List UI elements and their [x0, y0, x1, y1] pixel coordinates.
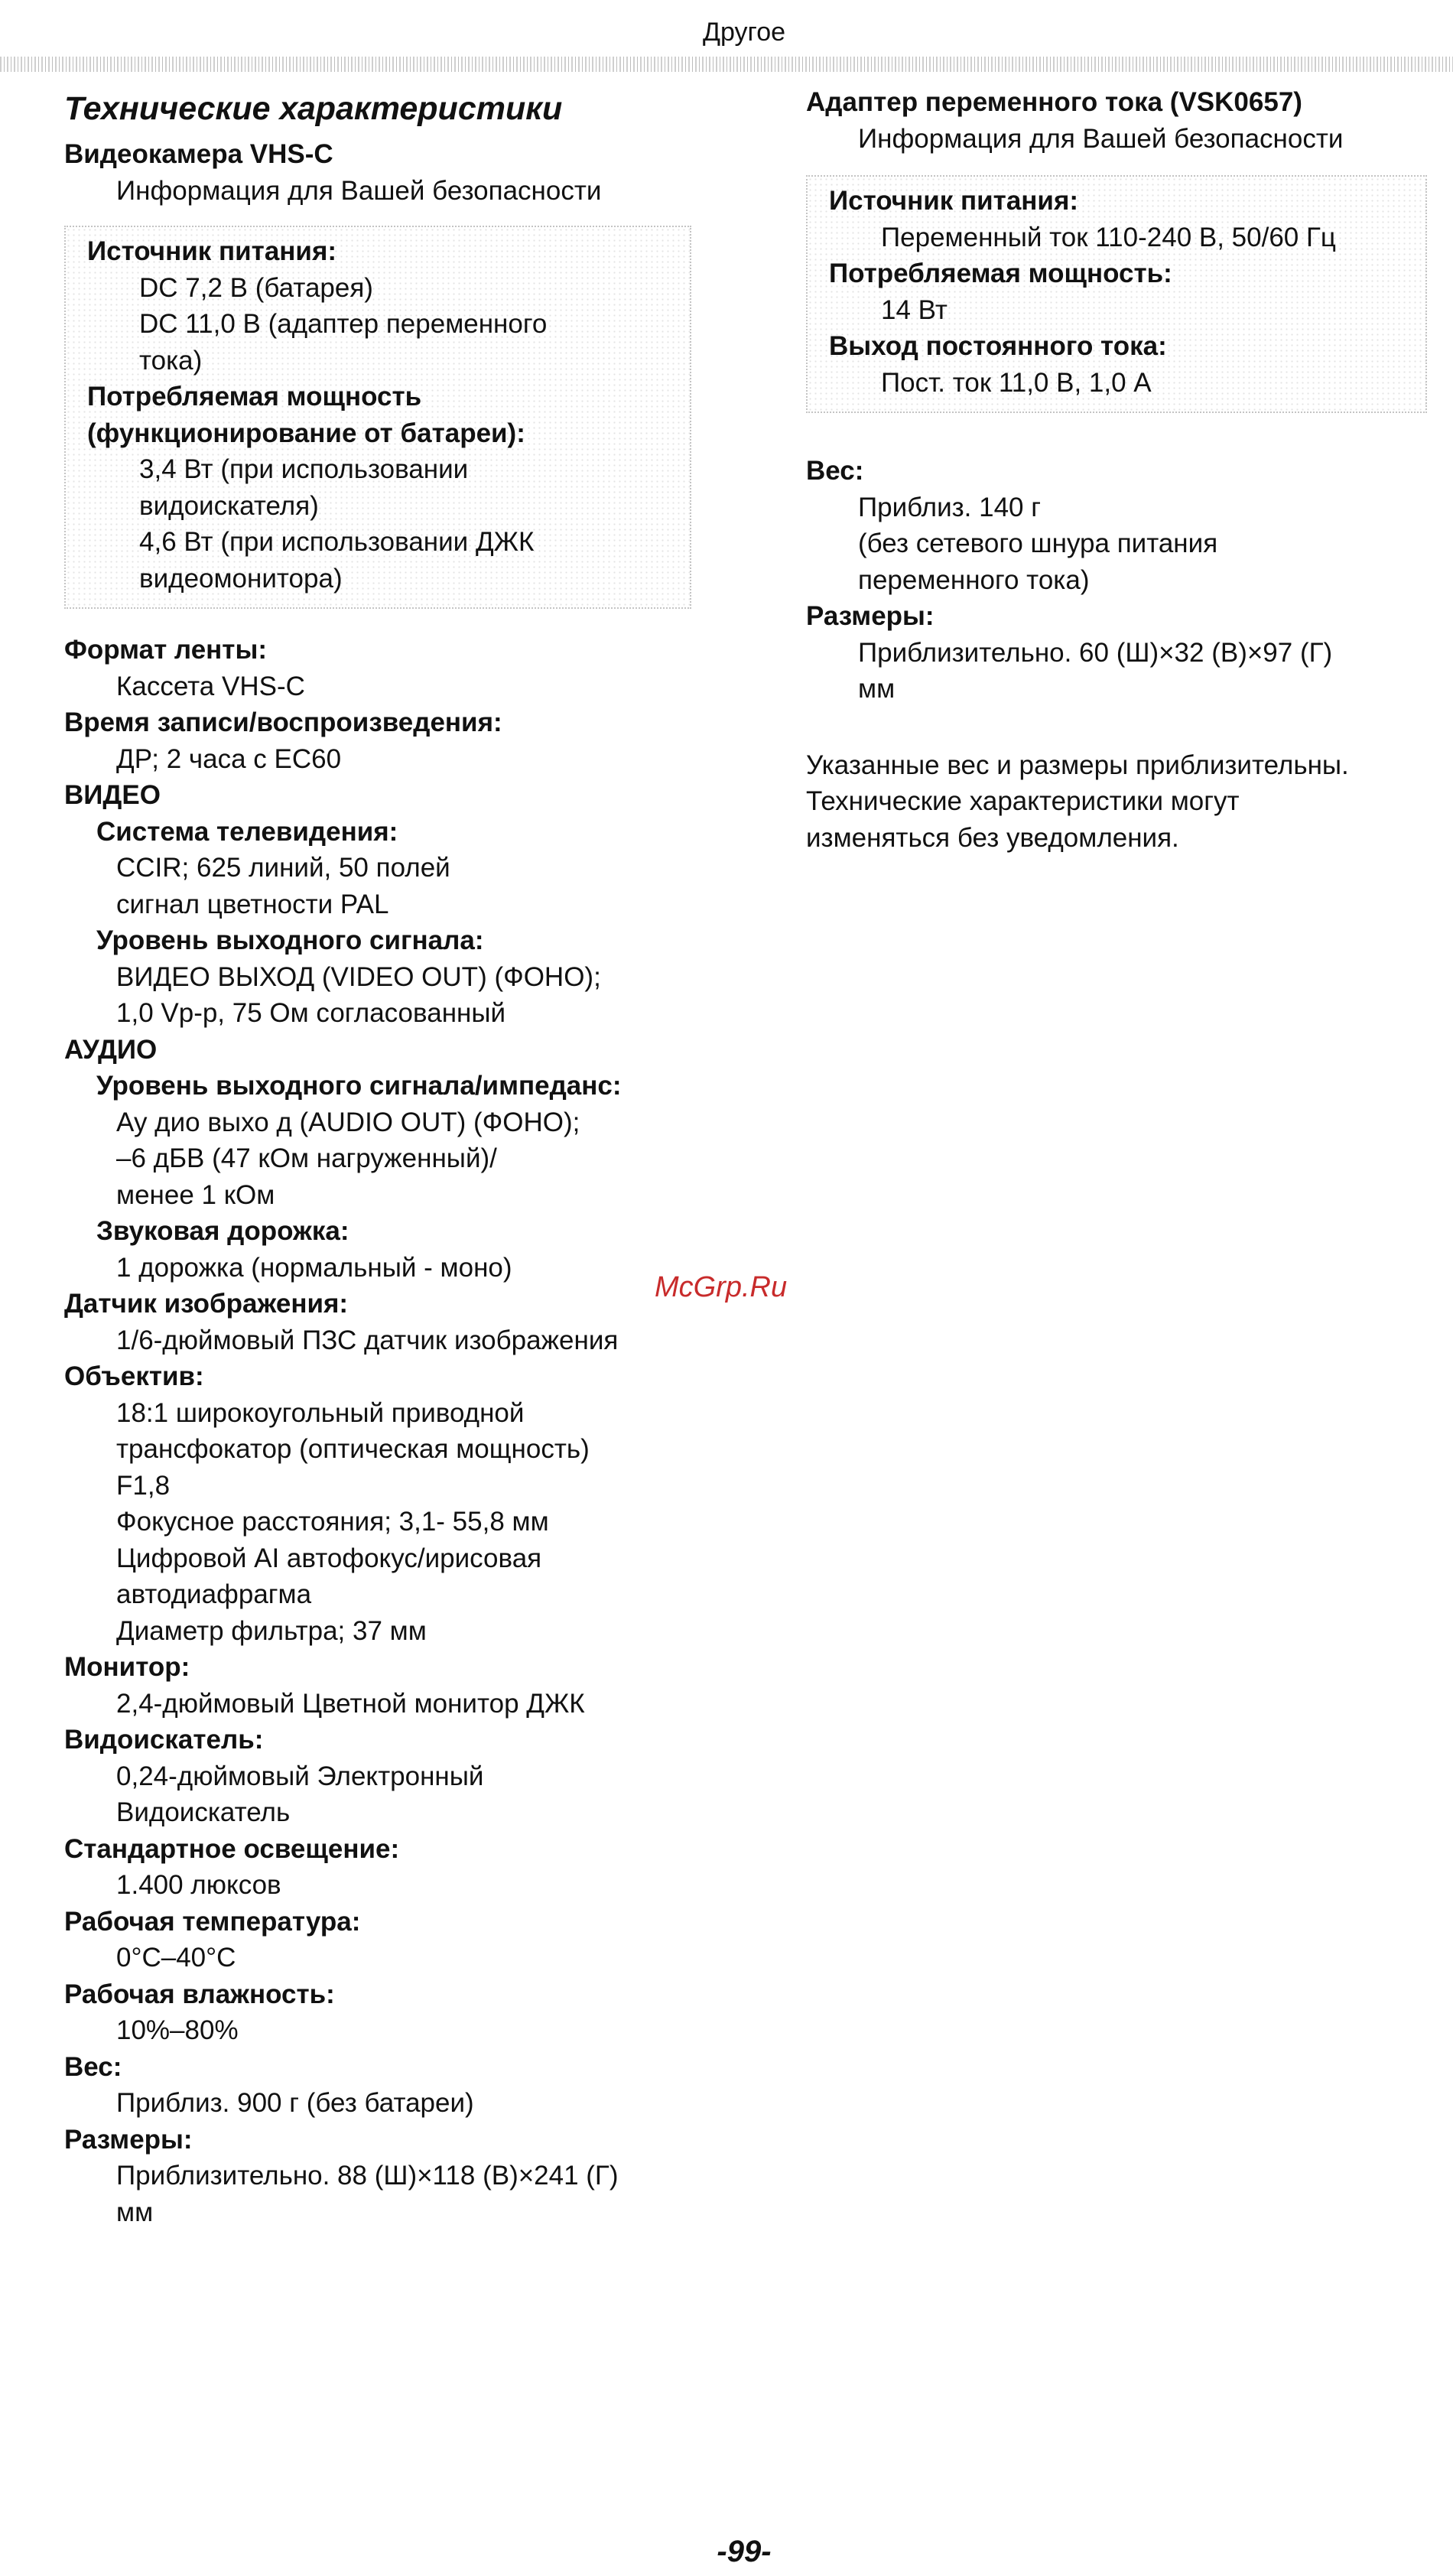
- left-column: [64, 84, 691, 2230]
- disclaimer-note: [806, 747, 1433, 857]
- power-source-value: DC 7,2 В (батарея): [139, 272, 373, 303]
- adapter-dimensions-value: мм: [858, 674, 896, 704]
- lens-value: 18:1 широкоугольный приводной: [116, 1397, 525, 1428]
- camera-weight-label: Вес:: [64, 2051, 122, 2082]
- monitor-label: Монитор:: [64, 1652, 190, 1682]
- adapter-power-box: [806, 175, 1427, 413]
- adapter-weight-value: Приблиз. 140 г: [858, 492, 1042, 522]
- video-output-label: Уровень выходного сигнала:: [96, 925, 484, 955]
- adapter-heading: Адаптер переменного тока (VSK0657): [806, 87, 1302, 117]
- viewfinder-value: 0,24-дюймовый Электронный: [116, 1761, 484, 1791]
- power-consumption-value: видеомонитора): [139, 563, 343, 594]
- watermark: McGrp.Ru: [655, 1271, 788, 1303]
- rec-time-label: Время записи/воспроизведения:: [64, 707, 502, 737]
- lens-value: Фокусное расстояния; 3,1- 55,8 мм: [116, 1507, 549, 1537]
- power-source-value: DC 11,0 В (адаптер переменного: [139, 309, 548, 339]
- power-source-value: тока): [139, 345, 203, 376]
- audio-output-value: –6 дБВ (47 кОм нагруженный)/: [116, 1143, 497, 1173]
- audio-track-value: 1 дорожка (нормальный - моно): [116, 1252, 512, 1283]
- power-consumption-value: 4,6 Вт (при использовании ДЖК: [139, 527, 535, 557]
- camera-heading: Видеокамера VHS-C: [64, 139, 333, 169]
- humidity-value: 10%–80%: [116, 2015, 239, 2045]
- page-title: Технические характеристики: [64, 90, 563, 127]
- tv-system-value: сигнал цветности PAL: [116, 889, 389, 919]
- camera-safety-info: Информация для Вашей безопасности: [116, 175, 602, 206]
- illumination-value: 1.400 люксов: [116, 1870, 281, 1900]
- adapter-source-label: Источник питания:: [829, 186, 1079, 216]
- lens-value: Цифровой AI автофокус/ирисовая: [116, 1543, 542, 1573]
- viewfinder-label: Видоискатель:: [64, 1725, 264, 1755]
- lens-label: Объектив:: [64, 1361, 204, 1391]
- adapter-dimensions-label: Размеры:: [806, 601, 935, 631]
- power-consumption-value: видоискателя): [139, 490, 319, 521]
- tape-format-label: Формат ленты:: [64, 635, 267, 665]
- rec-time-value: ДР; 2 часа с ЕС60: [116, 743, 342, 774]
- camera-dimensions-value: Приблизительно. 88 (Ш)×118 (В)×241 (Г): [116, 2161, 619, 2191]
- adapter-consumption-label: Потребляемая мощность:: [829, 259, 1172, 288]
- adapter-weight-label: Вес:: [806, 456, 864, 486]
- adapter-dc-output-label: Выход постоянного тока:: [829, 331, 1167, 361]
- page-number: -99-: [717, 2535, 772, 2568]
- lens-value: Диаметр фильтра; 37 мм: [116, 1615, 427, 1646]
- power-consumption-label: (функционирование от батареи):: [87, 418, 525, 448]
- camera-dimensions-value: мм: [116, 2197, 154, 2227]
- adapter-safety-info: Информация для Вашей безопасности: [858, 123, 1344, 154]
- adapter-dimensions-value: Приблизительно. 60 (Ш)×32 (В)×97 (Г): [858, 637, 1333, 668]
- adapter-source-value: Переменный ток 110-240 В, 50/60 Гц: [881, 222, 1336, 252]
- video-output-value: ВИДЕО ВЫХОД (VIDEO OUT) (ФОНО);: [116, 961, 601, 992]
- camera-weight-value: Приблиз. 900 г (без батареи): [116, 2088, 474, 2118]
- adapter-weight-value: (без сетевого шнура питания: [858, 529, 1218, 558]
- op-temp-label: Рабочая температура:: [64, 1906, 361, 1937]
- lens-value: автодиафрагма: [116, 1579, 312, 1609]
- disclaimer-line: изменяться без уведомления.: [806, 822, 1179, 853]
- page-header: Другое: [702, 18, 786, 47]
- camera-power-box: [64, 226, 691, 609]
- illumination-label: Стандартное освещение:: [64, 1833, 400, 1864]
- audio-track-label: Звуковая дорожка:: [96, 1216, 349, 1246]
- video-output-value: 1,0 Vp-p, 75 Ом согласованный: [116, 998, 506, 1028]
- power-consumption-label: Потребляемая мощность: [87, 382, 422, 411]
- audio-output-value: Ау дио выхо д (AUDIO OUT) (ФОНО);: [116, 1107, 580, 1137]
- adapter-weight-value: переменного тока): [858, 564, 1090, 595]
- video-heading: ВИДЕО: [64, 780, 161, 810]
- disclaimer-line: Технические характеристики могут: [806, 786, 1240, 816]
- op-temp-value: 0°C–40°C: [116, 1943, 236, 1973]
- viewfinder-value: Видоискатель: [116, 1797, 291, 1827]
- lens-value: трансфокатор (оптическая мощность): [116, 1434, 590, 1464]
- audio-heading: АУДИО: [64, 1034, 158, 1065]
- audio-output-label: Уровень выходного сигнала/импеданс:: [96, 1071, 622, 1101]
- tv-system-label: Система телевидения:: [96, 816, 398, 847]
- disclaimer-line: Указанные вес и размеры приблизительны.: [806, 750, 1349, 780]
- power-consumption-value: 3,4 Вт (при использовании: [139, 454, 469, 484]
- monitor-value: 2,4-дюймовый Цветной монитор ДЖК: [116, 1688, 585, 1719]
- sensor-label: Датчик изображения:: [64, 1289, 349, 1319]
- sensor-value: 1/6-дюймовый ПЗС датчик изображения: [116, 1325, 619, 1355]
- humidity-label: Рабочая влажность:: [64, 1979, 335, 2009]
- lens-value: F1,8: [116, 1470, 171, 1501]
- adapter-consumption-value: 14 Вт: [881, 294, 948, 325]
- power-source-label: Источник питания:: [87, 236, 337, 266]
- tv-system-value: CCIR; 625 линий, 50 полей: [116, 853, 450, 883]
- adapter-dc-output-value: Пост. ток 11,0 В, 1,0 А: [881, 367, 1152, 398]
- tape-format-value: Кассета VHS-C: [116, 671, 305, 701]
- header-rule: [0, 57, 1453, 72]
- right-column: [806, 84, 1433, 856]
- audio-output-value: менее 1 кОм: [116, 1179, 275, 1210]
- camera-dimensions-label: Размеры:: [64, 2124, 193, 2155]
